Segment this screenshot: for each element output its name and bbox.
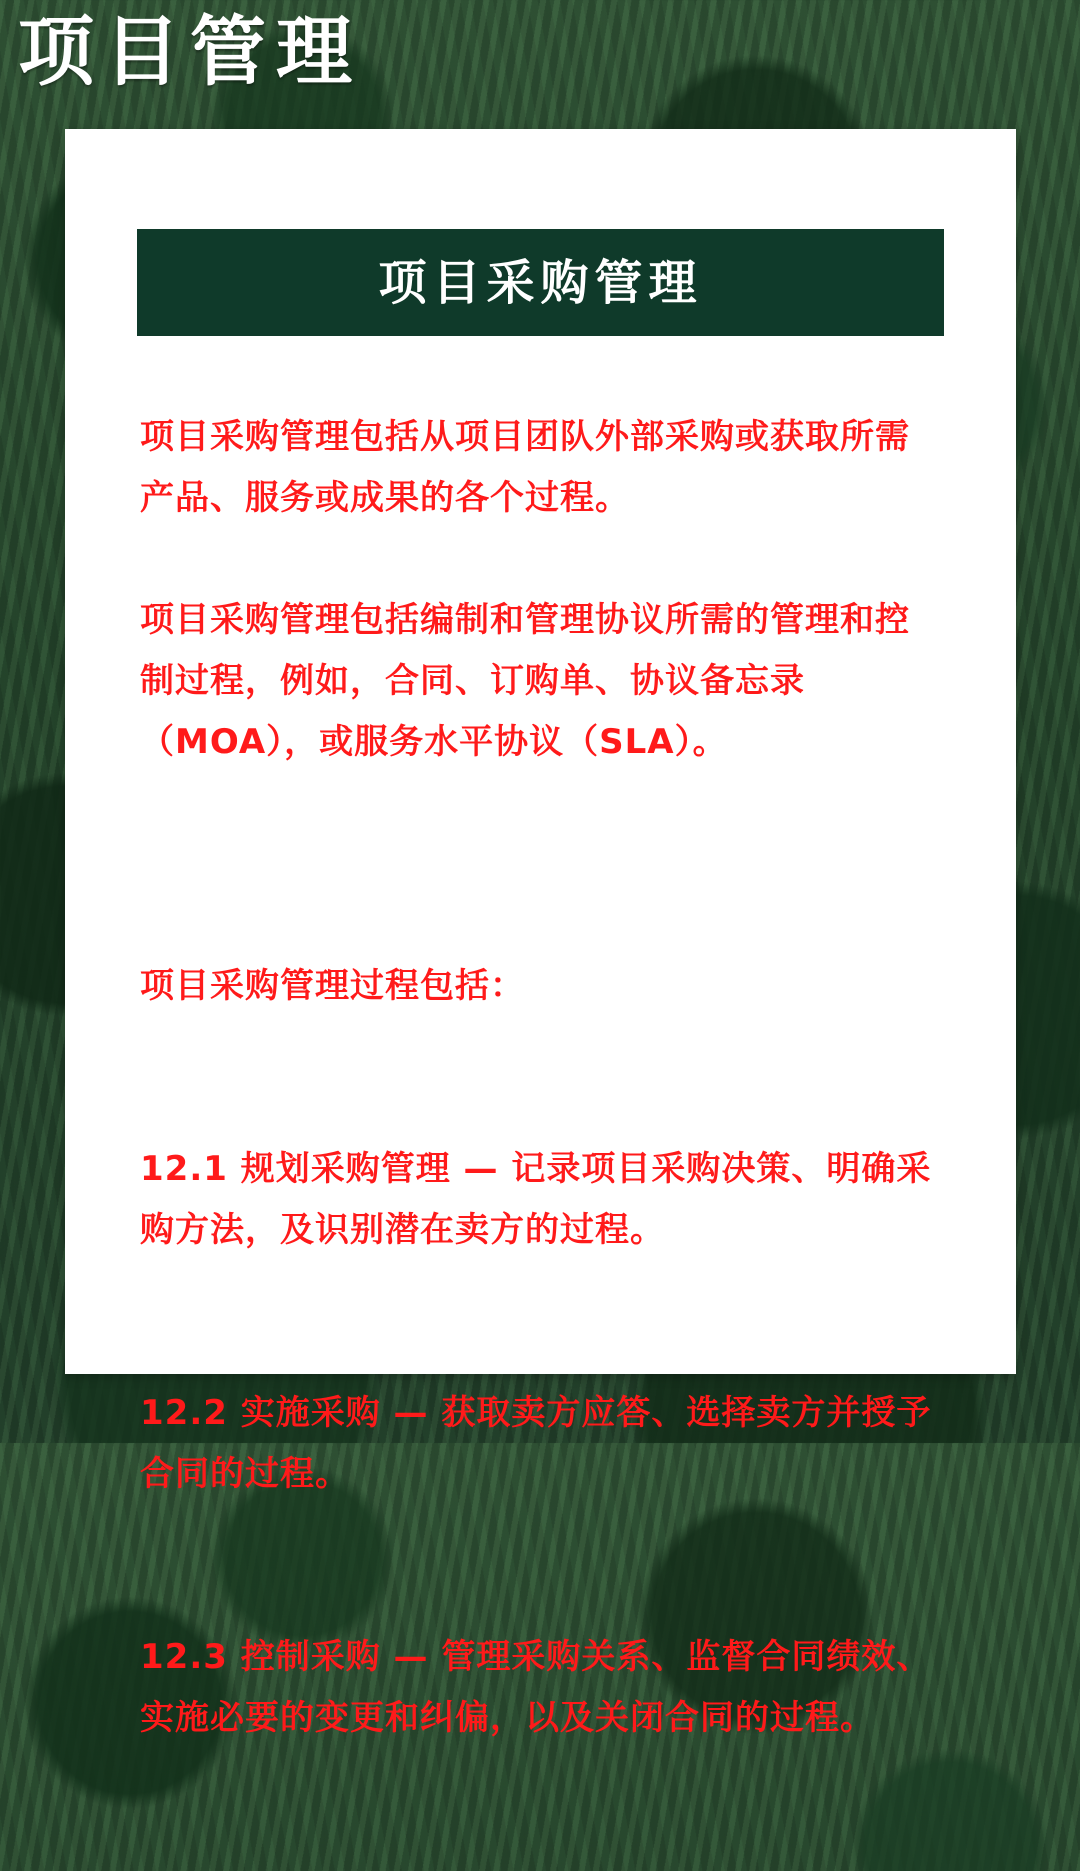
- paragraph-2: 项目采购管理包括编制和管理协议所需的管理和控制过程，例如，合同、订购单、协议备忘录（MOA），或服务水平协议（SLA）。: [140, 600, 910, 762]
- paragraph-1: 项目采购管理包括从项目团队外部采购或获取所需产品、服务或成果的各个过程。: [140, 417, 910, 518]
- banner-title: 项目采购管理: [378, 254, 703, 311]
- card-banner: [137, 229, 944, 336]
- page-title: 项目管理: [18, 7, 362, 96]
- process-list-intro: 项目采购管理过程包括：: [140, 966, 525, 1006]
- process-item-12-3: 12.3 控制采购 — 管理采购关系、监督合同绩效、实施必要的变更和纠偏，以及关闭合同的过程。: [140, 1637, 932, 1738]
- process-item-12-1: 12.1 规划采购管理 — 记录项目采购决策、明确采购方法，及识别潜在卖方的过程。: [140, 1149, 932, 1250]
- info-card: [65, 129, 1016, 1738]
- process-item-12-2: 12.2 实施采购 — 获取卖方应答、选择卖方并授予合同的过程。: [140, 1393, 932, 1494]
- process-list: [140, 834, 940, 1871]
- card-content: [140, 407, 940, 1871]
